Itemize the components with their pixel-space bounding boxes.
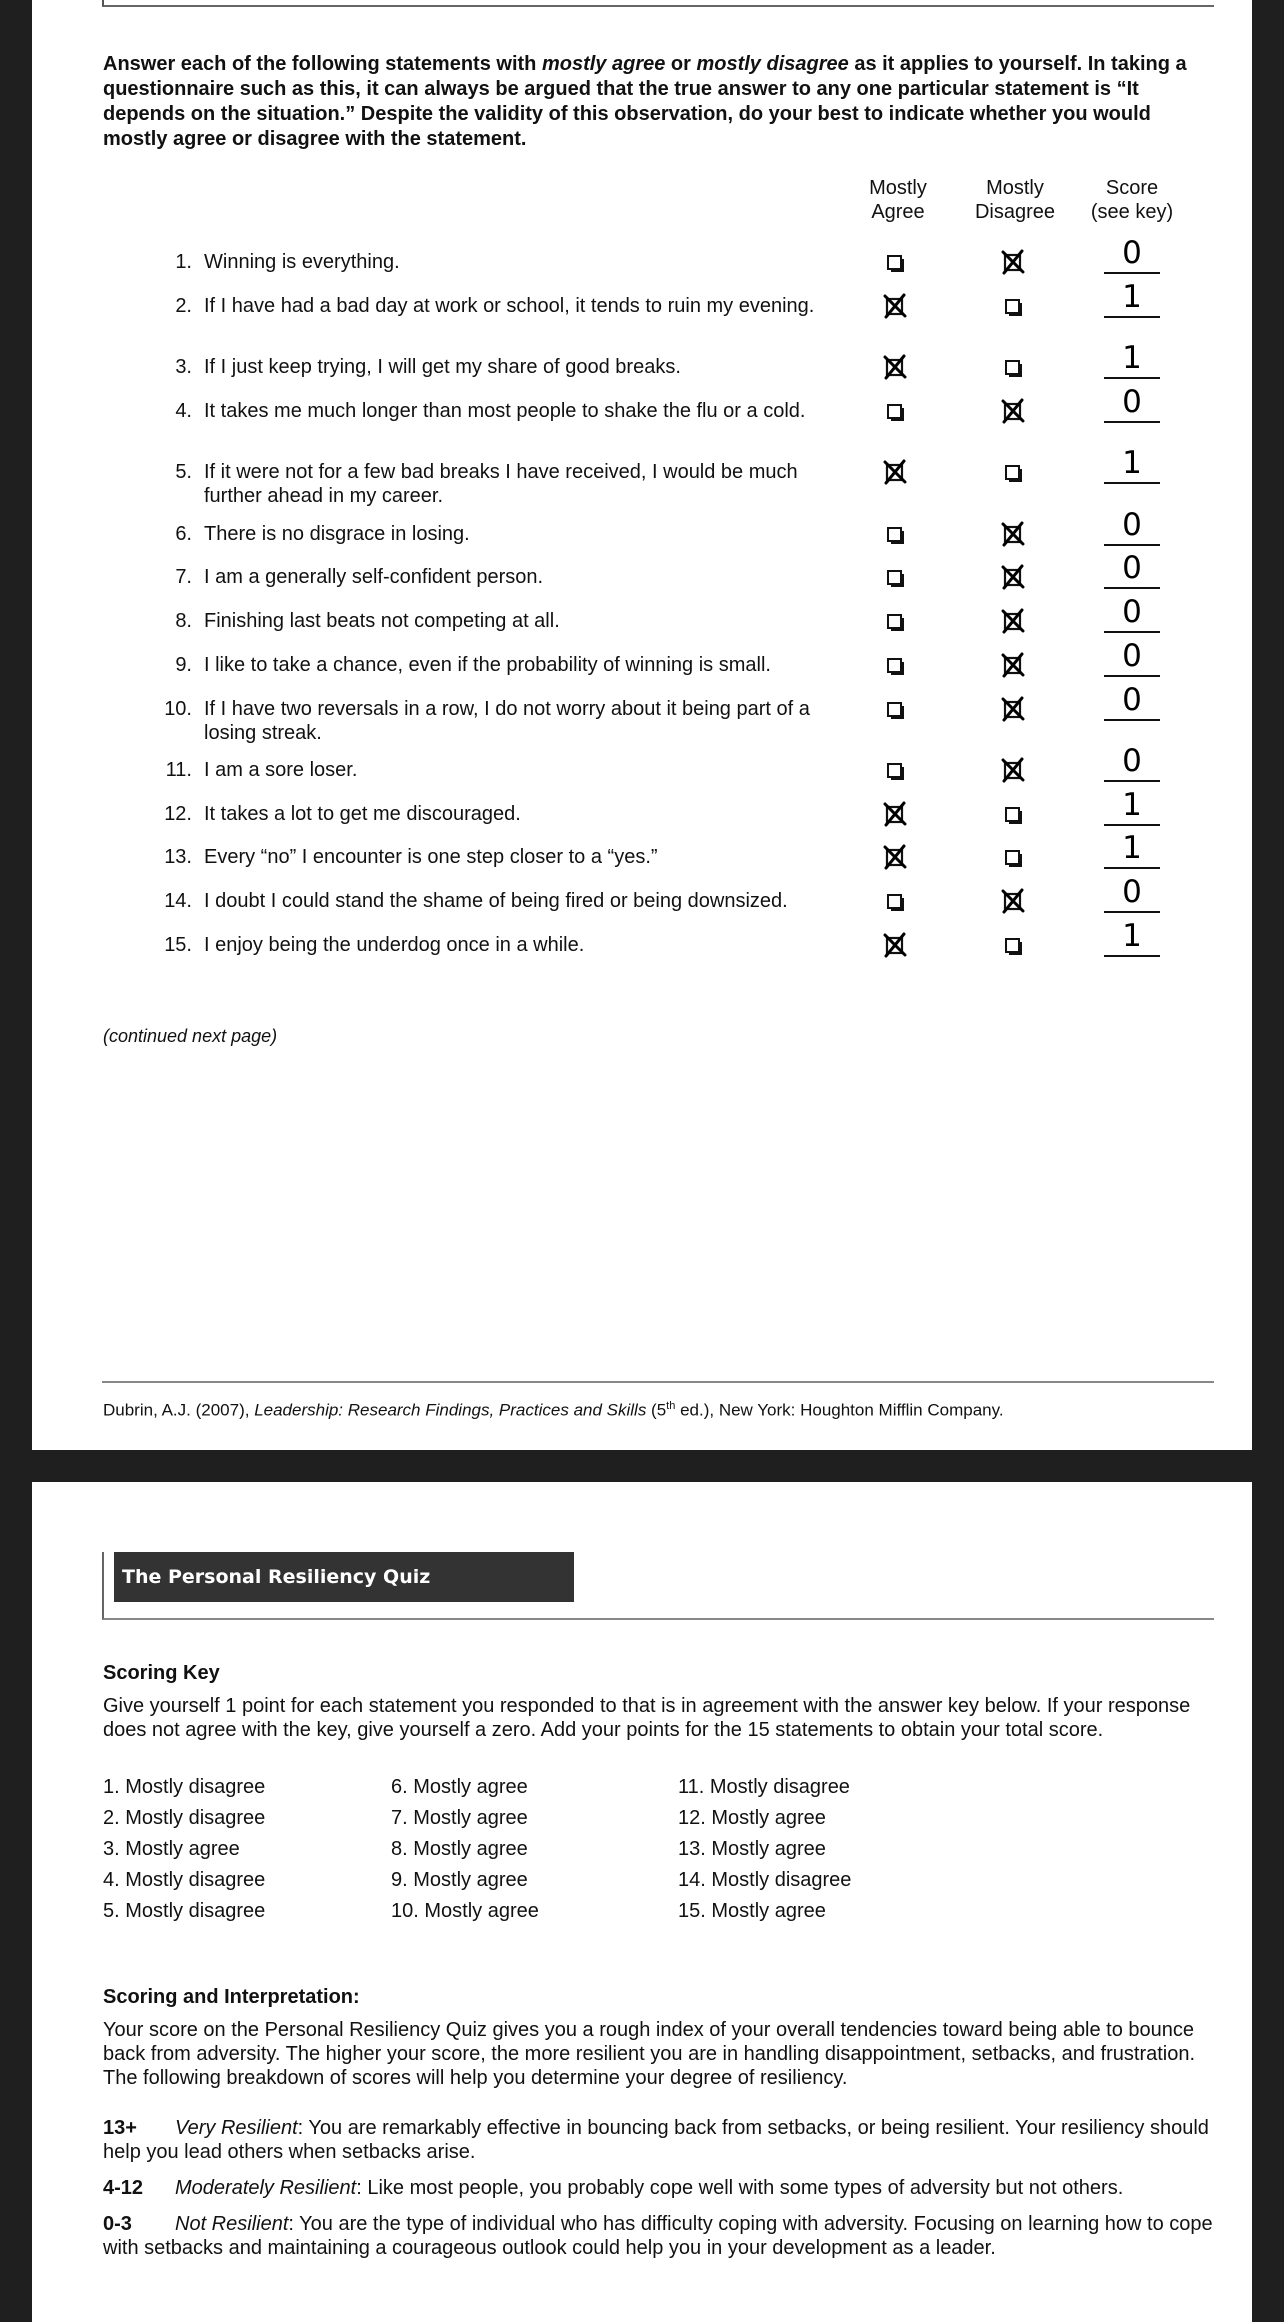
checkbox-disagree[interactable] [1005,299,1020,314]
question-text: Every “no” I encounter is one step closer to a “yes.” [204,846,658,868]
quiz-title: The Personal Resiliency Quiz [114,1552,574,1602]
question-number: 4. [175,400,192,422]
checkbox-disagree[interactable] [1005,807,1020,822]
question-number: 12. [164,803,192,825]
question-number: 7. [175,566,192,588]
instructions: Answer each of the following statements with mostly agree or mostly disagree as it applies to yourself. In taking a questionnaire such as this, it can always be argued that the true answer to any one particular statement is “It depends on the situation.” Despite the validity of this observation, do your best to indicate whether you would mostly agree or disagree with the statement. [103,53,1187,150]
score-field[interactable]: 0 [1104,681,1160,721]
key-item: 5. Mostly disagree [103,1900,266,1922]
question-text: If it were not for a few bad breaks I have received, I would be much further ahead in my career. [204,461,798,507]
checked-box-icon[interactable] [998,694,1028,724]
answer-key-column-3 [678,1772,851,1927]
checked-box-icon[interactable] [998,755,1028,785]
score-field[interactable]: 0 [1104,506,1160,546]
key-item: 6. Mostly agree [391,1776,528,1798]
questionnaire-page [32,0,1252,1450]
checked-box-icon[interactable] [880,799,910,829]
question-number: 15. [164,934,192,956]
checkbox-agree[interactable] [887,255,902,270]
scoring-key-heading: Scoring Key [103,1662,220,1684]
question-text: Winning is everything. [204,251,400,273]
column-header-score: Score (see key) [1090,177,1174,223]
checkbox-disagree[interactable] [1005,850,1020,865]
question-number: 10. [164,698,192,720]
question-text: If I just keep trying, I will get my share of good breaks. [204,356,681,378]
question-number: 5. [175,461,192,483]
question-number: 6. [175,523,192,545]
score-field[interactable]: 0 [1104,637,1160,677]
checkbox-agree[interactable] [887,527,902,542]
question-text: I enjoy being the underdog once in a while. [204,934,585,956]
answer-key-column-1 [103,1772,265,1927]
score-field[interactable]: 0 [1104,742,1160,782]
checked-box-icon[interactable] [998,396,1028,426]
key-item: 15. Mostly agree [678,1900,826,1922]
checkbox-agree[interactable] [887,404,902,419]
checked-box-icon[interactable] [880,930,910,960]
question-text: If I have two reversals in a row, I do not worry about it being part of a losing streak. [204,698,810,744]
question-number: 3. [175,356,192,378]
question-number: 1. [175,251,192,273]
key-item: 2. Mostly disagree [103,1807,266,1829]
column-header-disagree: Mostly Disagree [974,177,1056,223]
key-item: 10. Mostly agree [391,1900,539,1922]
score-field[interactable]: 1 [1104,786,1160,826]
checkbox-agree[interactable] [887,763,902,778]
checkbox-disagree[interactable] [1005,360,1020,375]
score-field[interactable]: 1 [1104,829,1160,869]
citation: Dubrin, A.J. (2007), Leadership: Research Findings, Practices and Skills (5th ed.), New York: Houghton Mifflin Company. [103,1400,1004,1420]
checkbox-agree[interactable] [887,894,902,909]
scoring-key-text: Give yourself 1 point for each statement you responded to that is in agreement with the answer key below. If your response does not agree with the key, give yourself a zero. Add your points for the 15 statements to obtain your total score. [103,1695,1191,1741]
question-number: 11. [165,759,192,781]
score-field[interactable]: 0 [1104,549,1160,589]
question-text: Finishing last beats not competing at all. [204,610,560,632]
checked-box-icon[interactable] [880,352,910,382]
score-field[interactable]: 1 [1104,339,1160,379]
key-item: 9. Mostly agree [391,1869,528,1891]
score-field[interactable]: 0 [1104,383,1160,423]
checked-box-icon[interactable] [998,886,1028,916]
question-number: 2. [175,295,192,317]
level-not-resilient: 0-3 Not Resilient: You are the type of individual who has difficulty coping with adversity. Focusing on learning how to cope with setbacks and maintaining a courageous outlook could help you in your development as a leader. [103,2213,1213,2259]
checked-box-icon[interactable] [998,519,1028,549]
question-number: 9. [175,654,192,676]
checked-box-icon[interactable] [880,842,910,872]
footer-divider [102,1381,1214,1383]
question-number: 14. [164,890,192,912]
checkbox-disagree[interactable] [1005,465,1020,480]
question-text: I am a generally self-confident person. [204,566,544,588]
score-field[interactable]: 1 [1104,278,1160,318]
checkbox-agree[interactable] [887,570,902,585]
checked-box-icon[interactable] [998,606,1028,636]
question-text: There is no disgrace in losing. [204,523,470,545]
key-item: 11. Mostly disagree [678,1776,850,1798]
checkbox-agree[interactable] [887,702,902,717]
key-item: 8. Mostly agree [391,1838,528,1860]
question-text: If I have had a bad day at work or school, it tends to ruin my evening. [204,295,815,317]
score-field[interactable]: 1 [1104,917,1160,957]
level-very-resilient: 13+ Very Resilient: You are remarkably effective in bouncing back from setbacks, or being resilient. Your resiliency should help you lead others when setbacks arise. [103,2117,1209,2163]
key-item: 12. Mostly agree [678,1807,826,1829]
key-item: 1. Mostly disagree [103,1776,266,1798]
key-item: 14. Mostly disagree [678,1869,852,1891]
question-text: It takes a lot to get me discouraged. [204,803,521,825]
checked-box-icon[interactable] [998,247,1028,277]
key-item: 7. Mostly agree [391,1807,528,1829]
question-text: I like to take a chance, even if the probability of winning is small. [204,654,771,676]
interpretation-text: Your score on the Personal Resiliency Quiz gives you a rough index of your overall tendencies toward being able to bounce back from adversity. The higher your score, the more resilient you are in handling disappointment, setbacks, and frustration. The following breakdown of scores will help you determine your degree of resiliency. [103,2019,1196,2089]
key-item: 4. Mostly disagree [103,1869,266,1891]
header-frame [102,0,1214,7]
score-field[interactable]: 0 [1104,593,1160,633]
checkbox-disagree[interactable] [1005,938,1020,953]
question-text: It takes me much longer than most people to shake the flu or a cold. [204,400,806,422]
checkbox-agree[interactable] [887,658,902,673]
checked-box-icon[interactable] [880,291,910,321]
checked-box-icon[interactable] [880,457,910,487]
question-text: I doubt I could stand the shame of being fired or being downsized. [204,890,788,912]
checked-box-icon[interactable] [998,562,1028,592]
score-field[interactable]: 0 [1104,234,1160,274]
scoring-page [32,1482,1252,2322]
interpretation-heading: Scoring and Interpretation: [103,1986,360,2008]
continued-note: (continued next page) [103,1026,278,1046]
question-text: I am a sore loser. [204,759,358,781]
checkbox-agree[interactable] [887,614,902,629]
key-item: 3. Mostly agree [103,1838,240,1860]
column-header-agree: Mostly Agree [869,177,927,223]
level-moderately-resilient: 4-12 Moderately Resilient: Like most people, you probably cope well with some types of adversity but not others. [103,2177,1124,2199]
answer-key-column-2 [391,1772,539,1927]
question-number: 13. [164,846,192,868]
score-field[interactable]: 1 [1104,444,1160,484]
key-item: 13. Mostly agree [678,1838,826,1860]
score-field[interactable]: 0 [1104,873,1160,913]
question-number: 8. [175,610,192,632]
checked-box-icon[interactable] [998,650,1028,680]
